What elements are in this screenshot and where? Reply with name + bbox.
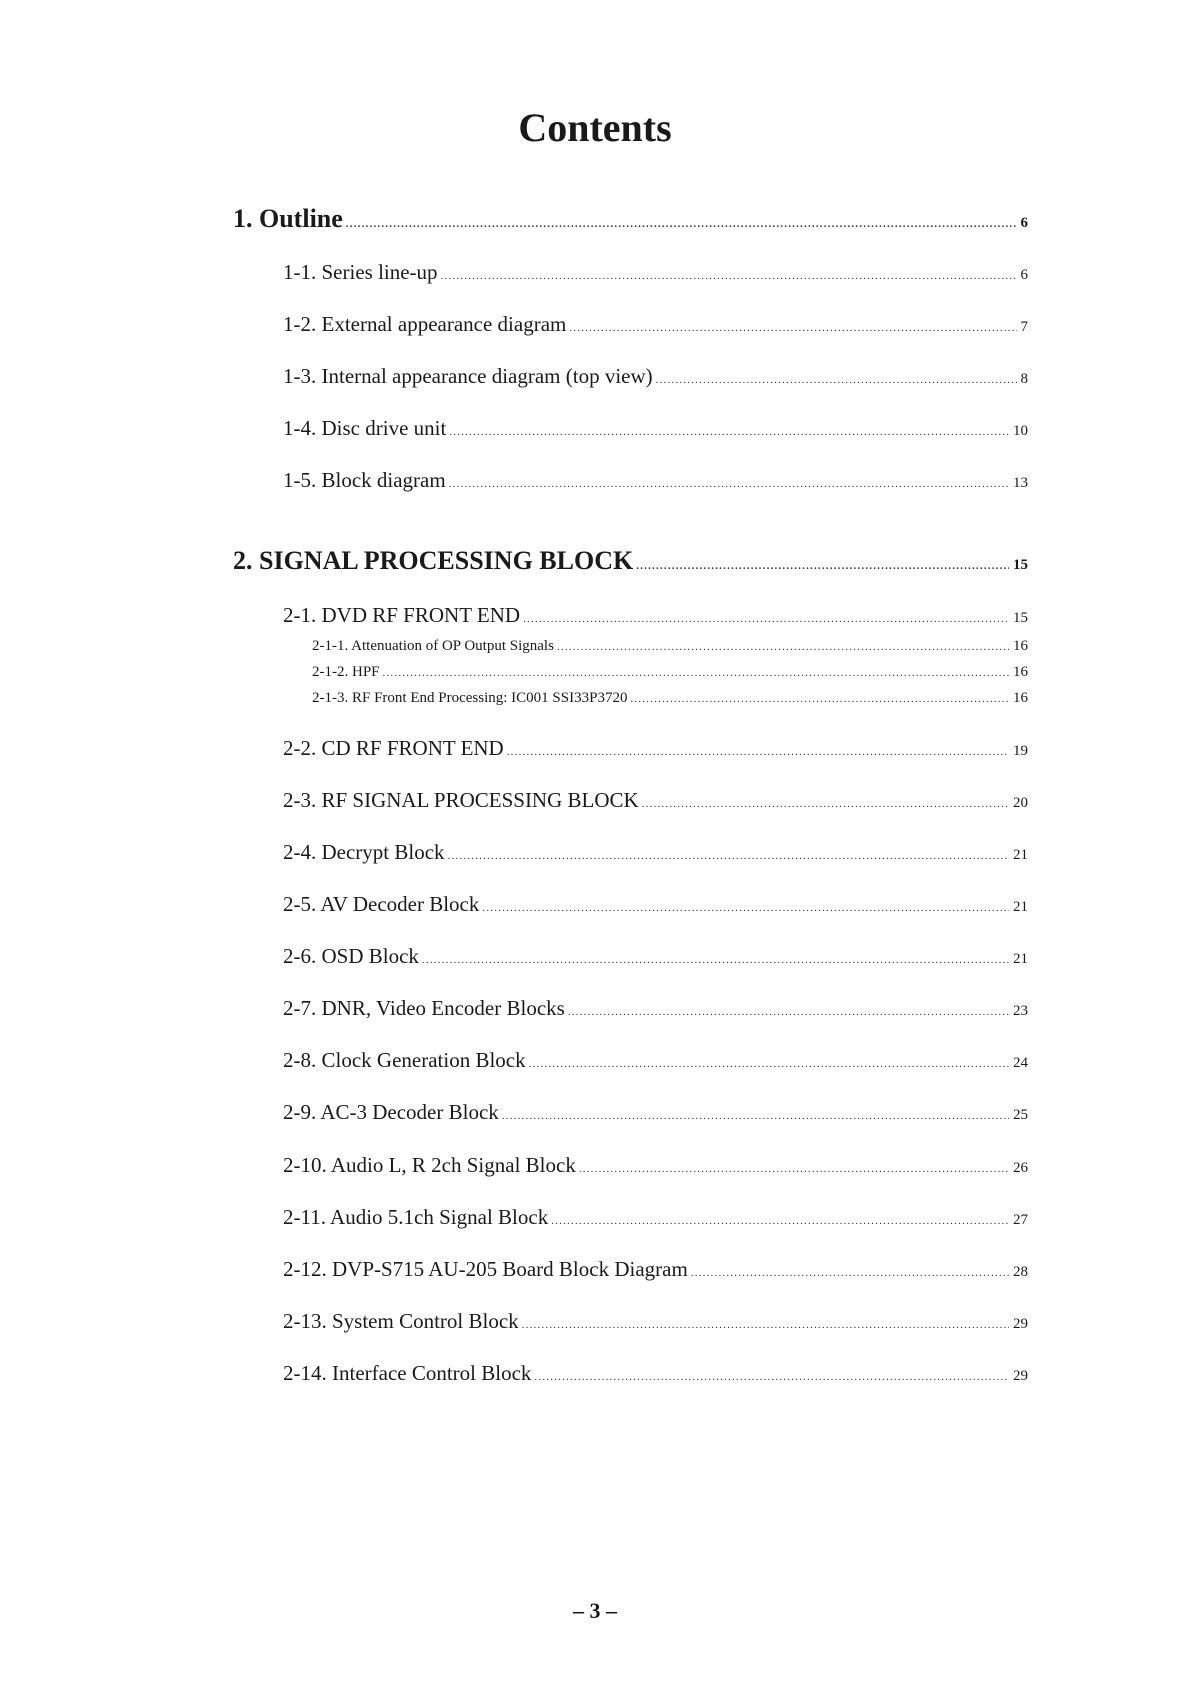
leader-dots — [568, 1006, 1009, 1018]
toc-entry-page: 24 — [1013, 1055, 1028, 1071]
leader-dots — [656, 374, 1017, 386]
toc-entry-label: 1-5. Block diagram — [283, 468, 446, 492]
toc-entry-label: 1. Outline — [233, 204, 343, 233]
toc-entry-page: 19 — [1013, 743, 1028, 759]
toc-entry-page: 16 — [1013, 638, 1028, 654]
toc-entry[interactable] — [283, 312, 1028, 337]
toc-entry[interactable] — [283, 416, 1028, 441]
toc-entry[interactable] — [283, 944, 1028, 969]
toc-entry[interactable] — [283, 1153, 1028, 1178]
toc-entry-label: 1-1. Series line-up — [283, 260, 438, 284]
toc-entry-page: 21 — [1013, 899, 1028, 915]
leader-dots — [579, 1163, 1009, 1175]
toc-entry-page: 8 — [1020, 371, 1028, 387]
toc-entry-label: 2-14. Interface Control Block — [283, 1361, 532, 1385]
toc-entry-label: 1-2. External appearance diagram — [283, 312, 567, 336]
leader-dots — [569, 322, 1016, 334]
leader-dots — [449, 478, 1009, 490]
toc-entry-label: 2-1. DVD RF FRONT END — [283, 603, 521, 627]
toc-entry-label: 2-7. DNR, Video Encoder Blocks — [283, 996, 565, 1020]
leader-dots — [422, 954, 1009, 966]
toc-entry[interactable] — [283, 1257, 1028, 1282]
toc-entry-label: 2-11. Audio 5.1ch Signal Block — [283, 1205, 549, 1229]
toc-entry[interactable] — [283, 892, 1028, 917]
toc-entry-label: 2-6. OSD Block — [283, 944, 419, 968]
toc-entry[interactable] — [233, 546, 1028, 576]
page-title: Contents — [518, 105, 672, 150]
leader-dots — [346, 218, 1017, 230]
toc-entry[interactable] — [283, 468, 1028, 493]
leader-dots — [691, 1267, 1009, 1279]
toc-entry-page: 16 — [1013, 664, 1028, 680]
leader-dots — [522, 1319, 1009, 1331]
toc-entry-page: 26 — [1013, 1160, 1028, 1176]
toc-entry[interactable] — [283, 996, 1028, 1021]
toc-entry-page: 15 — [1013, 610, 1028, 626]
leader-dots — [630, 693, 1009, 705]
toc-entry-page: 13 — [1013, 475, 1028, 491]
toc-entry[interactable] — [283, 1361, 1028, 1386]
toc-entry-label: 2-8. Clock Generation Block — [283, 1048, 526, 1072]
toc-entry-label: 2-1-3. RF Front End Processing: IC001 SSI33P3720 — [312, 690, 628, 706]
toc-entry-page: 27 — [1013, 1212, 1028, 1228]
leader-dots — [383, 667, 1009, 679]
toc-entry[interactable] — [312, 638, 1028, 655]
toc-entry[interactable] — [283, 1048, 1028, 1073]
toc-entry-label: 2-2. CD RF FRONT END — [283, 736, 504, 760]
page-number: – 3 – — [573, 1598, 617, 1623]
toc-entry-label: 2-4. Decrypt Block — [283, 840, 445, 864]
toc-entry-label: 2-1-1. Attenuation of OP Output Signals — [312, 638, 554, 654]
toc-entry[interactable] — [283, 788, 1028, 813]
leader-dots — [534, 1371, 1009, 1383]
toc-entry[interactable] — [283, 1100, 1028, 1125]
toc-entry[interactable] — [283, 736, 1028, 761]
leader-dots — [448, 850, 1009, 862]
leader-dots — [441, 270, 1017, 282]
leader-dots — [523, 613, 1009, 625]
toc-entry-label: 2-10. Audio L, R 2ch Signal Block — [283, 1153, 576, 1177]
toc-entry-label: 1-3. Internal appearance diagram (top view) — [283, 364, 653, 388]
toc-entry-label: 2. SIGNAL PROCESSING BLOCK — [233, 546, 634, 575]
leader-dots — [502, 1110, 1009, 1122]
leader-dots — [557, 641, 1009, 653]
toc-entry-page: 28 — [1013, 1264, 1028, 1280]
toc-entry-page: 10 — [1013, 423, 1028, 439]
toc-entry[interactable] — [312, 690, 1028, 707]
toc-entry[interactable] — [312, 664, 1028, 681]
toc-entry-label: 2-5. AV Decoder Block — [283, 892, 480, 916]
toc-entry-label: 2-9. AC-3 Decoder Block — [283, 1100, 499, 1124]
leader-dots — [507, 746, 1009, 758]
toc-entry-page: 15 — [1013, 557, 1028, 573]
toc-entry[interactable] — [283, 840, 1028, 865]
toc-entry-page: 29 — [1013, 1316, 1028, 1332]
leader-dots — [482, 902, 1009, 914]
toc-entry-label: 2-1-2. HPF — [312, 664, 380, 680]
leader-dots — [449, 426, 1009, 438]
toc-entry-page: 20 — [1013, 795, 1028, 811]
toc-entry-label: 2-3. RF SIGNAL PROCESSING BLOCK — [283, 788, 639, 812]
leader-dots — [529, 1058, 1009, 1070]
toc-entry[interactable] — [283, 1205, 1028, 1230]
toc-entry-page: 25 — [1013, 1107, 1028, 1123]
toc-entry-page: 29 — [1013, 1368, 1028, 1384]
toc-entry-page: 21 — [1013, 951, 1028, 967]
toc-entry[interactable] — [283, 1309, 1028, 1334]
toc-entry-page: 16 — [1013, 690, 1028, 706]
leader-dots — [551, 1215, 1009, 1227]
toc-entry-page: 7 — [1020, 319, 1028, 335]
toc-entry-label: 2-13. System Control Block — [283, 1309, 519, 1333]
toc-entry[interactable] — [283, 260, 1028, 285]
toc-entry[interactable] — [233, 204, 1028, 234]
toc-entry-page: 6 — [1020, 215, 1028, 231]
toc-entry[interactable] — [283, 364, 1028, 389]
toc-entry[interactable] — [283, 603, 1028, 628]
toc-entry-label: 1-4. Disc drive unit — [283, 416, 447, 440]
toc-entry-page: 6 — [1020, 267, 1028, 283]
leader-dots — [642, 798, 1009, 810]
toc-entry-page: 21 — [1013, 847, 1028, 863]
leader-dots — [636, 560, 1009, 572]
toc-entry-label: 2-12. DVP-S715 AU-205 Board Block Diagram — [283, 1257, 688, 1281]
toc-entry-page: 23 — [1013, 1003, 1028, 1019]
